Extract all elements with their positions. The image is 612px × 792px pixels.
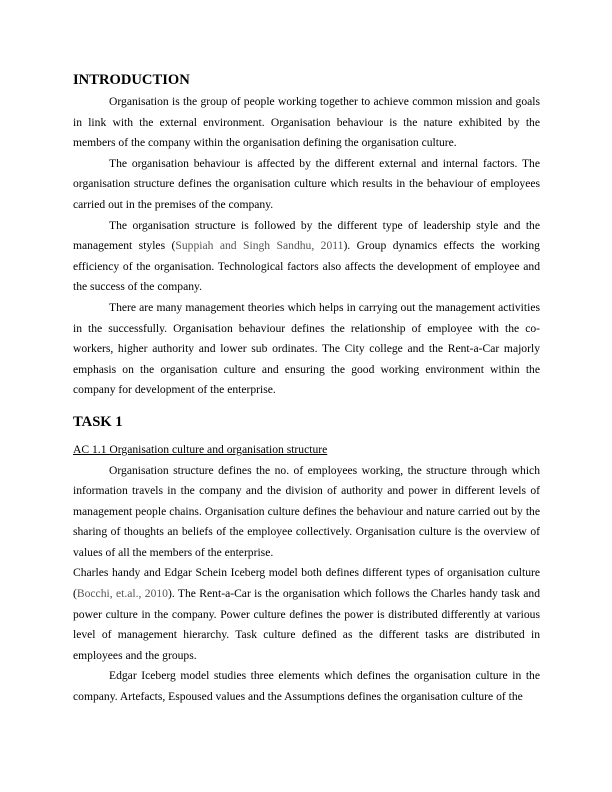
task1-paragraph-2-text-a: Charles handy and Edgar Schein Iceberg model both defines different types of organisation culture ( <box>73 566 540 601</box>
intro-paragraph-3-text-a: The organisation structure is followed by the different type of leadership style and the management styles ( <box>73 218 540 253</box>
page-content <box>73 70 540 708</box>
introduction-heading: INTRODUCTION <box>73 72 190 88</box>
intro-paragraph-2: The organisation behaviour is affected by the different external and internal factors. The organisation structure defines the organisation culture which results in the behaviour of employees carried out in the premises of the company. <box>73 156 540 211</box>
intro-paragraph-3 <box>73 216 540 298</box>
task-1-heading: TASK 1 <box>73 413 123 430</box>
task1-paragraph-3: Edgar Iceberg model studies three elements which defines the organisation culture in the company. Artefacts, Espoused values and the Assumptions defines the organisation culture of the <box>73 669 540 704</box>
task1-paragraph-2-text-b: ). The Rent-a-Car is the organisation which follows the Charles handy task and power culture in the company. Power culture defines the power is distributed differently at various level of management hierarchy. Task culture defined as the different tasks are distributed in employees and the groups. <box>73 587 540 662</box>
task1-paragraph-2 <box>73 563 540 666</box>
ac-1-1-subheading: AC 1.1 Organisation culture and organisation structure <box>73 442 328 456</box>
task1-paragraph-1: Organisation structure defines the no. of employees working, the structure through which information travels in the company and the division of authority and power in different levels of management people chains. Organisation culture defines the behaviour and nature carried out by the sharing of thoughts an beliefs of the employee collectively. Organisation culture is the overview of values of all the members of the enterprise. <box>73 463 540 559</box>
citation-bocchi: Bocchi, et.al., 2010 <box>76 587 168 601</box>
intro-paragraph-3-text-b: ). Group dynamics effects the working efficiency of the organisation. Technological factors also affects the development of employee and the success of the company. <box>73 239 540 294</box>
intro-paragraph-1: Organisation is the group of people working together to achieve common mission and goals in link with the external environment. Organisation behaviour is the nature exhibited by the members of the company within the organisation defining the organisation culture. <box>73 95 540 150</box>
citation-suppiah: Suppiah and Singh Sandhu, 2011 <box>175 239 344 253</box>
intro-paragraph-4: There are many management theories which helps in carrying out the management activities in the successfully. Organisation behaviour defines the relationship of employee with the co-workers, higher authority and lower sub ordinates. The City college and the Rent-a-Car majorly emphasis on the organisation culture and ensuring the good working environment within the company for development of the enterprise. <box>73 300 540 397</box>
